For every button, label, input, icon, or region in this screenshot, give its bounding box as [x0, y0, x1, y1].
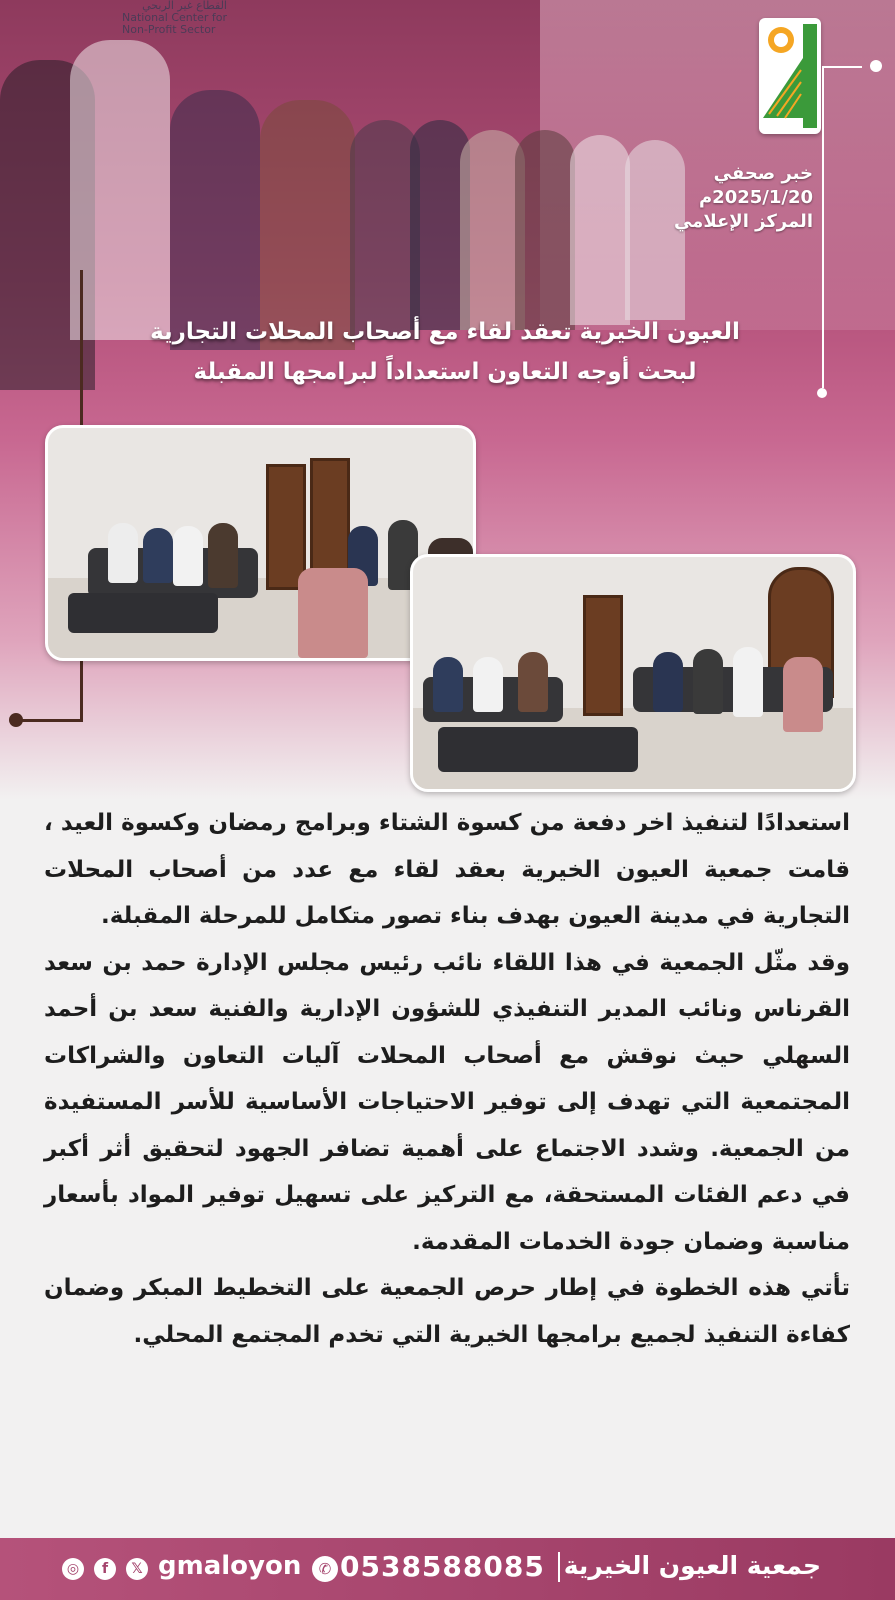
connector-line-logo: [822, 66, 862, 68]
connector-line-right: [822, 66, 824, 388]
footer-bar: [0, 1538, 895, 1600]
signage-line-en-1: National Center for: [122, 11, 227, 24]
whatsapp-icon[interactable]: ✆: [312, 1556, 338, 1582]
signage-arabic: القطاع غير الربحي: [142, 0, 227, 12]
meeting-photo-2: [410, 554, 856, 792]
news-source: المركز الإعلامي: [673, 211, 813, 232]
article-body: [44, 800, 850, 1358]
connector-dot-headline: [817, 388, 827, 398]
connector-line-left-h: [14, 719, 83, 722]
news-date: 2025/1/20م: [698, 187, 813, 208]
facebook-icon[interactable]: f: [94, 1558, 116, 1580]
news-type-label: خبر صحفي: [713, 163, 813, 184]
news-meta: [674, 162, 813, 234]
signage-line-en-2: Non-Profit Sector: [122, 23, 216, 36]
x-icon[interactable]: 𝕏: [126, 1558, 148, 1580]
footer-social-handle[interactable]: gmaloyon: [158, 1551, 302, 1581]
headline-line-1: العيون الخيرية تعقد لقاء مع أصحاب المحلات التجارية: [150, 319, 740, 345]
headline: [85, 312, 805, 392]
article-paragraph-2: وقد مثّل الجمعية في هذا اللقاء نائب رئيس مجلس الإدارة حمد بن سعد القرناس ونائب المدير التنفيذي للشؤون الإدارية والفنية سعد بن أحمد السهلي حيث نوقش مع أصحاب المحلات آليات التعاون والشراكات المجتمعية التي تهدف إلى توفير الاحتياجات الأساسية للأسر المستفيدة من الجمعية. وشدد الاجتماع على أهمية تضافر الجهود لتحقيق أثر أكبر في دعم الفئات المستحقة، مع التركيز على تسهيل توفير المواد بأسعار مناسبة وضمان جودة الخدمات المقدمة.: [44, 949, 850, 1255]
footer-divider: [558, 1552, 560, 1582]
connector-dot-left: [9, 713, 23, 727]
article-paragraph-1: استعدادًا لتنفيذ اخر دفعة من كسوة الشتاء وبرامج رمضان وكسوة العيد ، قامت جمعية العيون الخيرية بعقد لقاء مع عدد من أصحاب المحلات التجارية في مدينة العيون بهدف بناء تصور متكامل للمرحلة المقبلة.: [44, 810, 850, 929]
background-signage: [122, 0, 227, 36]
footer-org-name: جمعية العيون الخيرية: [563, 1551, 821, 1580]
connector-dot-top: [870, 60, 882, 72]
headline-line-2: لبحث أوجه التعاون استعداداً لبرامجها المقبلة: [193, 359, 697, 385]
group-photo: [0, 0, 700, 330]
instagram-icon[interactable]: ◎: [62, 1558, 84, 1580]
charity-logo: [759, 18, 821, 134]
article-paragraph-3: تأتي هذه الخطوة في إطار حرص الجمعية على التخطيط المبكر وضمان كفاءة التنفيذ لجميع برامجها الخيرية التي تخدم المجتمع المحلي.: [44, 1275, 850, 1348]
footer-phone[interactable]: 0538588085: [340, 1550, 545, 1583]
